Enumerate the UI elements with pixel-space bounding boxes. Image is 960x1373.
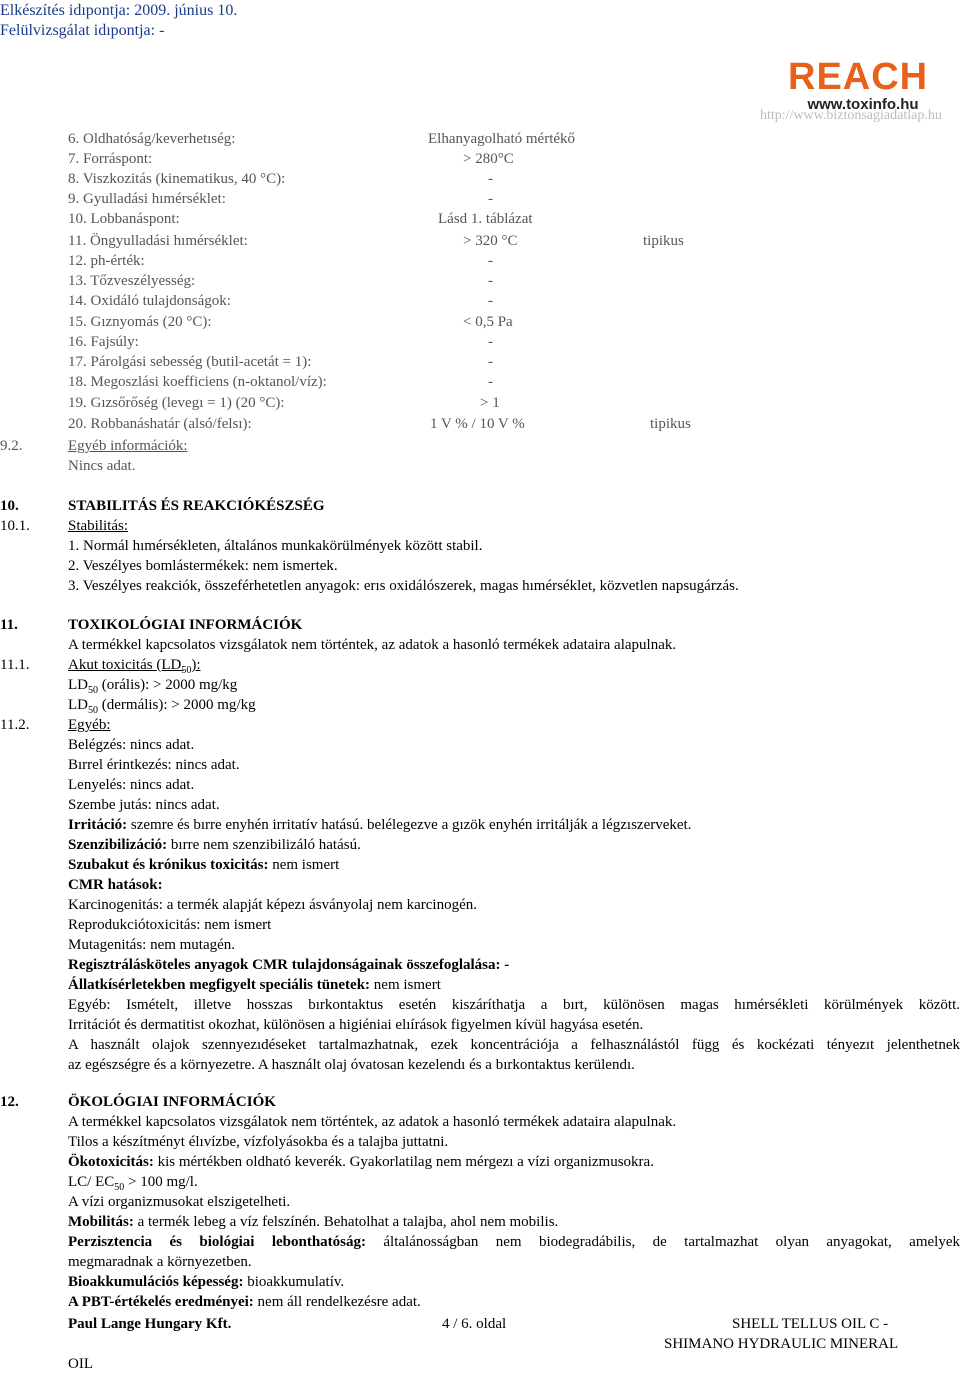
paragraph-line: Egyéb: Ismételt, illetve hosszas bırkontaktus esetén kiszáríthatja a bırt, különösen magas hımérsékleti körülmények között. bbox=[68, 997, 960, 1013]
persistence-line bbox=[68, 1233, 960, 1251]
ecotox-text: kis mértékben oldható keverék. Gyakorlatilag nem mérgezı a vízi organizmusokra. bbox=[153, 1154, 654, 1170]
prop-value: - bbox=[488, 171, 493, 187]
ecotox-label: Ökotoxicitás: bbox=[68, 1154, 154, 1170]
footer-page: 4 / 6. oldal bbox=[442, 1316, 507, 1332]
section-number: 11.2. bbox=[0, 717, 30, 733]
text-line: Tilos a készítményt élıvízbe, vízfolyásokba és a talajba juttatni. bbox=[68, 1134, 449, 1150]
ld-oral-value: (orális): > 2000 mg/kg bbox=[98, 677, 238, 693]
animal-line bbox=[68, 976, 441, 994]
prop-label: 8. Viszkozitás (kinematikus, 40 °C): bbox=[68, 171, 286, 187]
prop-label: 11. Öngyulladási hımérséklet: bbox=[68, 233, 248, 249]
ld-oral bbox=[68, 676, 237, 694]
text-line: Bırrel érintkezés: nincs adat. bbox=[68, 757, 240, 773]
prop-value: - bbox=[488, 253, 493, 269]
prop-value: < 0,5 Pa bbox=[463, 314, 513, 330]
paragraph-line: az egészségre és a környezetre. A használt olaj óvatosan kezelendı és a bırkontaktus kerülendı. bbox=[68, 1057, 635, 1073]
text-line: Mutagenitás: nem mutagén. bbox=[68, 937, 236, 953]
persistence-text: általánosságban nem biodegradábilis, de tartalmazhat olyan anyagokat, amelyek bbox=[366, 1234, 960, 1250]
acute-title-sub: 50 bbox=[181, 665, 192, 676]
prop-label: 13. Tőzveszélyesség: bbox=[68, 273, 196, 289]
chronic-line bbox=[68, 856, 339, 874]
prop-value: > 1 bbox=[480, 395, 500, 411]
prepared-date: Elkészítés idıpontja: 2009. június 10. bbox=[0, 2, 238, 19]
footer-product: SHIMANO HYDRAULIC MINERAL bbox=[664, 1336, 899, 1352]
prop-label: 9. Gyulladási hımérséklet: bbox=[68, 191, 226, 207]
bioacc-label: Bioakkumulációs képesség: bbox=[68, 1274, 244, 1290]
prop-label: 7. Forráspont: bbox=[68, 151, 153, 167]
pbt-line bbox=[68, 1293, 421, 1311]
reach-logo bbox=[788, 58, 938, 114]
acute-title-b: ): bbox=[191, 657, 201, 673]
prop-label: 18. Megoszlási koefficiens (n-oktanol/víz): bbox=[68, 374, 327, 390]
lc-value: > 100 mg/l. bbox=[124, 1174, 198, 1190]
prop-label: 19. Gızsőrőség (levegı = 1) (20 °C): bbox=[68, 395, 285, 411]
prop-value: Elhanyagolható mértékő bbox=[428, 131, 576, 147]
prop-label: 16. Fajsúly: bbox=[68, 334, 139, 350]
prop-value: Lásd 1. táblázat bbox=[438, 211, 533, 227]
text-line: A vízi organizmusokat elszigetelheti. bbox=[68, 1194, 291, 1210]
section-intro: A termékkel kapcsolatos vizsgálatok nem történtek, az adatok a hasonló termékek adataira alapulnak. bbox=[68, 1114, 677, 1130]
text-line: Lenyelés: nincs adat. bbox=[68, 777, 195, 793]
prop-label: 14. Oxidáló tulajdonságok: bbox=[68, 293, 231, 309]
prop-note: tipikus bbox=[650, 416, 691, 432]
footer-product: SHELL TELLUS OIL C - bbox=[732, 1316, 889, 1332]
prop-value: - bbox=[488, 334, 493, 350]
prop-value: - bbox=[488, 273, 493, 289]
watermark-url: http://www.biztonsagiadatlap.hu bbox=[760, 108, 942, 123]
pbt-text: nem áll rendelkezésre adat. bbox=[253, 1294, 421, 1310]
list-item: 3. Veszélyes reakciók, összeférhetetlen anyagok: erıs oxidálószerek, magas hımérséklet, közvetlen napsugárzás. bbox=[68, 578, 739, 594]
prop-value: 1 V % / 10 V % bbox=[430, 416, 525, 432]
chronic-text: nem ismert bbox=[268, 857, 340, 873]
ld-label: LD bbox=[68, 697, 88, 713]
lc-sub: 50 bbox=[114, 1182, 125, 1193]
list-item: 1. Normál hımérsékleten, általános munkakörülmények között stabil. bbox=[68, 538, 483, 554]
text-line: Szembe jutás: nincs adat. bbox=[68, 797, 220, 813]
prop-note: tipikus bbox=[643, 233, 684, 249]
mobility-line bbox=[68, 1213, 558, 1231]
prop-label: 20. Robbanáshatár (alsó/felsı): bbox=[68, 416, 252, 432]
prop-label: 15. Gıznyomás (20 °C): bbox=[68, 314, 212, 330]
prop-label: 17. Párolgási sebesség (butil-acetát = 1): bbox=[68, 354, 312, 370]
prop-value: > 280°C bbox=[463, 151, 514, 167]
animal-label: Állatkísérletekben megfigyelt speciális tünetek: bbox=[68, 977, 371, 993]
ld-label: LD bbox=[68, 677, 88, 693]
lc-line bbox=[68, 1173, 198, 1191]
pbt-label: A PBT-értékelés eredményei: bbox=[68, 1294, 254, 1310]
text-line: Reprodukciótoxicitás: nem ismert bbox=[68, 917, 272, 933]
list-item: 2. Veszélyes bomlástermékek: nem ismertek. bbox=[68, 558, 338, 574]
mobility-text: a termék lebeg a víz felszínén. Behatolhat a talajba, ahol nem mobilis. bbox=[133, 1214, 559, 1230]
section-text: Nincs adat. bbox=[68, 458, 136, 474]
section-heading: ÖKOLÓGIAI INFORMÁCIÓK bbox=[68, 1094, 276, 1110]
animal-text: nem ismert bbox=[370, 977, 441, 993]
subsection-title: Egyéb: bbox=[68, 717, 111, 733]
logo-site: www.toxinfo.hu bbox=[807, 96, 919, 113]
section-title: Egyéb információk: bbox=[68, 438, 188, 454]
prop-value: - bbox=[488, 191, 493, 207]
paragraph-line: A használt olajok szennyezıdéseket tartalmazhatnak, ezek koncentrációja a felhasználástól függ és kockézati tényezıt jelenthetnek bbox=[68, 1037, 960, 1053]
sensitization-label: Szenzibilizáció: bbox=[68, 837, 168, 853]
text-line: Belégzés: nincs adat. bbox=[68, 737, 195, 753]
prop-value: - bbox=[488, 354, 493, 370]
ld-sub: 50 bbox=[88, 705, 98, 716]
mobility-label: Mobilitás: bbox=[68, 1214, 134, 1230]
persistence-label: Perzisztencia és biológiai lebonthatóság: bbox=[68, 1234, 366, 1250]
text-line: megmaradnak a környezetben. bbox=[68, 1254, 252, 1270]
prop-label: 12. ph-érték: bbox=[68, 253, 145, 269]
prop-label: 10. Lobbanáspont: bbox=[68, 211, 180, 227]
lc-label: LC/ EC bbox=[68, 1174, 115, 1190]
ld-sub: 50 bbox=[88, 685, 98, 696]
section-number: 11.1. bbox=[0, 657, 30, 673]
text-line: Karcinogenitás: a termék alapját képezı ásványolaj nem karcinogén. bbox=[68, 897, 477, 913]
section-number: 12. bbox=[0, 1094, 19, 1110]
prop-value: - bbox=[488, 374, 493, 390]
bioacc-line bbox=[68, 1273, 344, 1291]
footer-product: OIL bbox=[68, 1356, 93, 1372]
section-number: 9.2. bbox=[0, 438, 23, 454]
irritation-text: szemre és bırre enyhén irritatív hatású. belélegezve a gızök enyhén irritálják a légzıszerveket. bbox=[127, 817, 692, 833]
section-number: 10.1. bbox=[0, 518, 30, 534]
prop-label: 6. Oldhatóság/keverhetıség: bbox=[68, 131, 236, 147]
acute-title-a: Akut toxicitás (LD bbox=[68, 657, 182, 673]
subsection-title: Stabilitás: bbox=[68, 518, 128, 534]
chronic-label: Szubakut és krónikus toxicitás: bbox=[68, 857, 269, 873]
logo-word: REACH bbox=[788, 56, 929, 98]
paragraph-line: Irritációt és dermatitist okozhat, különösen a higiéniai elıírások figyelmen kívül hagyása esetén. bbox=[68, 1017, 644, 1033]
section-heading: STABILITÁS ÉS REAKCIÓKÉSZSÉG bbox=[68, 498, 325, 514]
irritation-label: Irritáció: bbox=[68, 817, 128, 833]
cmr-summary: Regisztrálásköteles anyagok CMR tulajdonságainak összefoglalása: - bbox=[68, 957, 510, 973]
footer-company: Paul Lange Hungary Kft. bbox=[68, 1316, 232, 1332]
revision-date: Felülvizsgálat idıpontja: - bbox=[0, 22, 165, 39]
section-heading: TOXIKOLÓGIAI INFORMÁCIÓK bbox=[68, 617, 303, 633]
prop-value: > 320 °C bbox=[463, 233, 518, 249]
section-number: 10. bbox=[0, 498, 19, 514]
section-intro: A termékkel kapcsolatos vizsgálatok nem történtek, az adatok a hasonló termékek adataira alapulnak. bbox=[68, 637, 677, 653]
prop-value: - bbox=[488, 293, 493, 309]
ecotox-line bbox=[68, 1153, 654, 1171]
sensitization-text: bırre nem szenzibilizáló hatású. bbox=[167, 837, 361, 853]
irritation-line bbox=[68, 816, 691, 834]
ld-dermal-value: (dermális): > 2000 mg/kg bbox=[98, 697, 256, 713]
subsection-title bbox=[68, 656, 201, 674]
cmr-heading: CMR hatások: bbox=[68, 877, 163, 893]
sensitization-line bbox=[68, 836, 361, 854]
section-number: 11. bbox=[0, 617, 18, 633]
ld-dermal bbox=[68, 696, 256, 714]
bioacc-text: bioakkumulatív. bbox=[243, 1274, 345, 1290]
